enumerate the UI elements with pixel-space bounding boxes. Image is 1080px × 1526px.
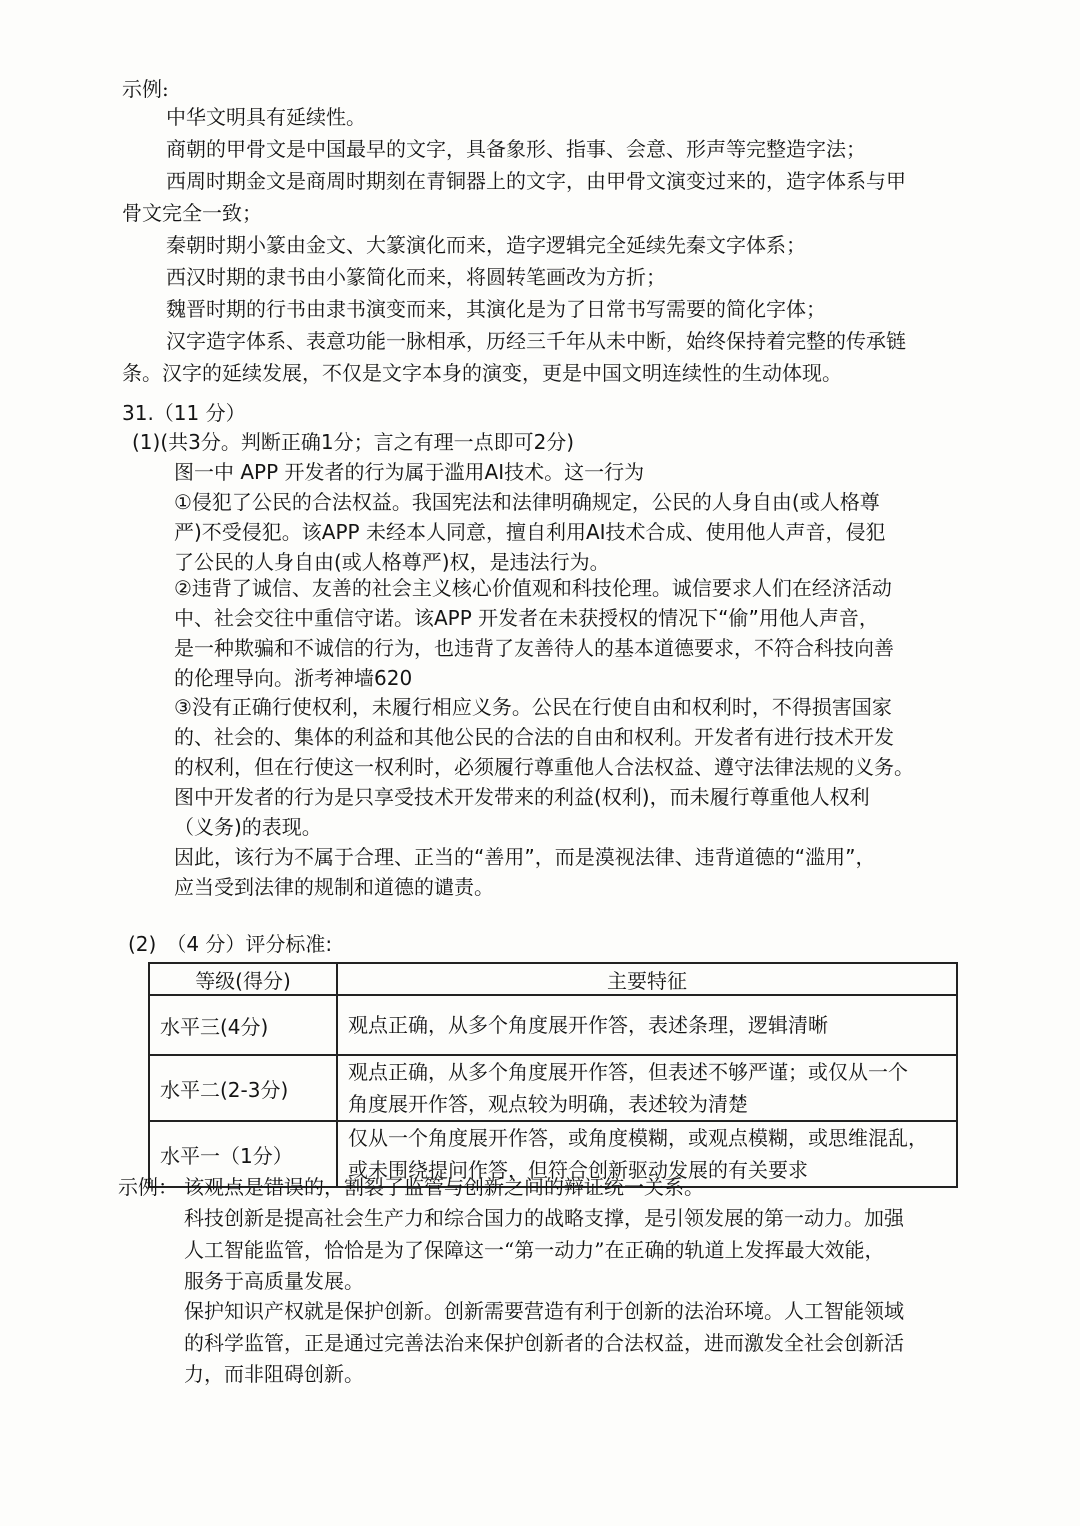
text-line: 秦朝时期小篆由金文、大篆演化而来，造字逻辑完全延续先秦文字体系； — [166, 233, 806, 257]
text-line: 骨文完全一致； — [122, 201, 262, 225]
part1-heading: (1)(共3分。判断正确1分；言之有理一点即可2分) — [132, 430, 575, 454]
text-line: 条。汉字的延续发展，不仅是文字本身的演变，更是中国文明连续性的生动体现。 — [122, 361, 842, 385]
table-row — [149, 995, 957, 1055]
level-cell: 水平三(4分) — [149, 995, 337, 1055]
level-cell: 水平一（1分） — [149, 1121, 337, 1187]
level-cell: 水平二(2-3分) — [149, 1055, 337, 1121]
text-line: ②违背了诚信、友善的社会主义核心价值观和科技伦理。诚信要求人们在经济活动 — [174, 576, 892, 600]
text-line: （义务)的表现。 — [174, 815, 322, 839]
header-features: 主要特征 — [337, 963, 957, 995]
text-line: 的伦理导向。浙考神墙620 — [174, 666, 413, 690]
text-line: 西周时期金文是商周时期刻在青铜器上的文字，由甲骨文演变过来的，造字体系与甲 — [166, 169, 906, 193]
feature-cell — [337, 995, 957, 1055]
text-line: 的、社会的、集体的利益和其他公民的合法的自由和权利。开发者有进行技术开发 — [174, 725, 894, 749]
example-label: 示例： — [118, 1175, 178, 1199]
text-line: 的科学监管，正是通过完善法治来保护创新者的合法权益，进而激发全社会创新活 — [184, 1331, 904, 1355]
text-line: 中华文明具有延续性。 — [166, 105, 366, 129]
feature-line: 观点正确，从多个角度展开作答，但表述不够严谨；或仅从一个 — [348, 1060, 908, 1084]
text-line: 严)不受侵犯。该APP 未经本人同意，擅自利用AI技术合成、使用他人声音，侵犯 — [174, 520, 886, 544]
text-line: 力，而非阻碍创新。 — [184, 1362, 364, 1386]
feature-line: 仅从一个角度展开作答，或角度模糊，或观点模糊，或思维混乱， — [348, 1126, 928, 1150]
text-line: 商朝的甲骨文是中国最早的文字，具备象形、指事、会意、形声等完整造字法； — [166, 137, 866, 161]
text-line: 该观点是错误的，割裂了监管与创新之间的辩证统一关系。 — [184, 1175, 704, 1199]
text-line: 人工智能监管，恰恰是为了保障这一“第一动力”在正确的轨道上发挥最大效能， — [184, 1238, 885, 1262]
text-line: 魏晋时期的行书由隶书演变而来，其演化是为了日常书写需要的简化字体； — [166, 297, 826, 321]
text-line: 中、社会交往中重信守诺。该APP 开发者在未获授权的情况下“偷”用他人声音， — [174, 606, 879, 630]
example-label: 示例: — [122, 77, 169, 101]
text-line: 了公民的人身自由(或人格尊严)权，是违法行为。 — [174, 550, 610, 574]
table-row — [149, 1055, 957, 1121]
header-level: 等级(得分) — [149, 963, 337, 995]
question-heading: 31.（11 分） — [122, 401, 246, 425]
text-line: 应当受到法律的规制和道德的谴责。 — [174, 875, 494, 899]
text-line: 图中开发者的行为是只享受技术开发带来的利益(权利)，而未履行尊重他人权利 — [174, 785, 870, 809]
feature-line: 角度展开作答，观点较为明确，表述较为清楚 — [348, 1092, 748, 1116]
part2-heading: (2) （4 分）评分标准: — [128, 932, 333, 956]
text-line: 图一中 APP 开发者的行为属于滥用AI技术。这一行为 — [174, 460, 645, 484]
text-line: 因此，该行为不属于合理、正当的“善用”，而是漠视法律、违背道德的“滥用”， — [174, 845, 876, 869]
text-line: 科技创新是提高社会生产力和综合国力的战略支撑，是引领发展的第一动力。加强 — [184, 1206, 904, 1230]
text-line: 西汉时期的隶书由小篆简化而来，将圆转笔画改为方折； — [166, 265, 666, 289]
text-line: 服务于高质量发展。 — [184, 1269, 364, 1293]
feature-cell — [337, 1055, 957, 1121]
table-header-row — [149, 963, 957, 995]
text-line: ①侵犯了公民的合法权益。我国宪法和法律明确规定，公民的人身自由(或人格尊 — [174, 490, 880, 514]
text-line: 保护知识产权就是保护创新。创新需要营造有利于创新的法治环境。人工智能领域 — [184, 1299, 904, 1323]
text-line: 是一种欺骗和不诚信的行为，也违背了友善待人的基本道德要求，不符合科技向善 — [174, 636, 894, 660]
grading-table — [148, 962, 958, 1188]
text-line: ③没有正确行使权利，未履行相应义务。公民在行使自由和权利时，不得损害国家 — [174, 695, 892, 719]
feature-line: 观点正确，从多个角度展开作答，表述条理，逻辑清晰 — [348, 1013, 828, 1037]
feature-line: 或未围绕提问作答，但符合创新驱动发展的有关要求 — [348, 1158, 808, 1182]
text-line: 的权利，但在行使这一权利时，必须履行尊重他人合法权益、遵守法律法规的义务。 — [174, 755, 914, 779]
text-line: 汉字造字体系、表意功能一脉相承，历经三千年从未中断，始终保持着完整的传承链 — [166, 329, 906, 353]
